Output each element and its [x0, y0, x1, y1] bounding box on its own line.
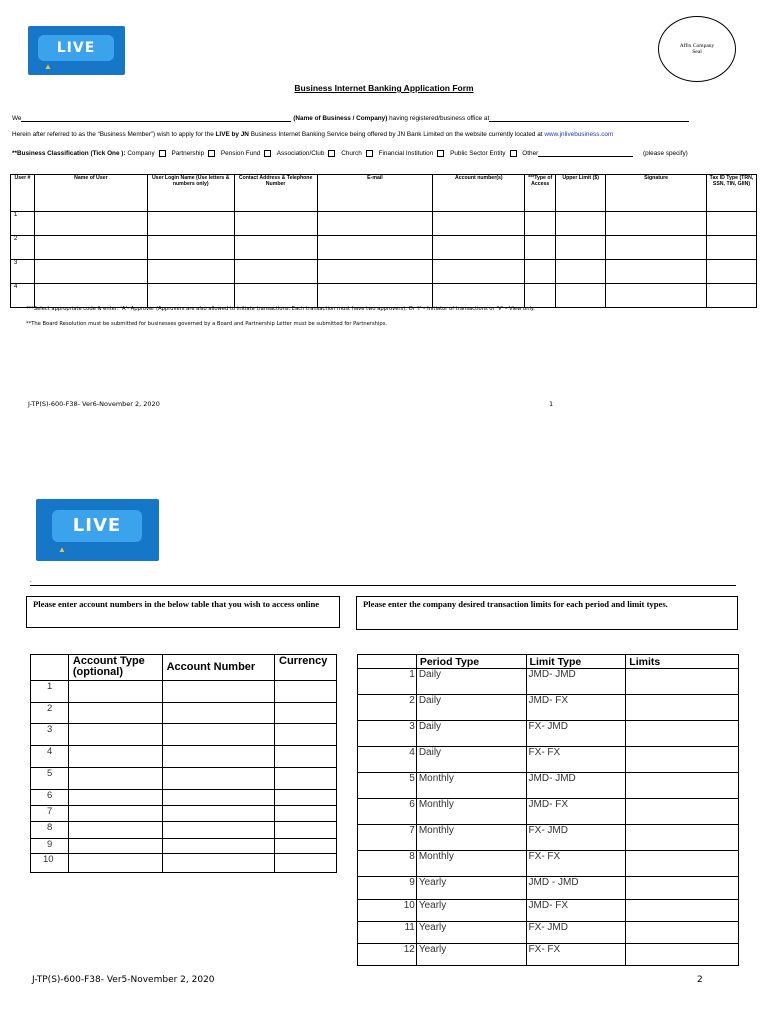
logo-mark-icon: ▲: [58, 545, 66, 554]
cell-input[interactable]: [162, 790, 274, 806]
cell-input[interactable]: [706, 212, 756, 236]
option-church: [341, 150, 377, 157]
limit-input[interactable]: [626, 900, 739, 922]
checkbox-company[interactable]: [159, 150, 166, 157]
table-row: [31, 746, 337, 768]
limit-type: FX- JMD: [526, 721, 626, 747]
website-link[interactable]: www.jnlivebusiness.com: [544, 131, 614, 138]
cell-input[interactable]: [275, 839, 337, 854]
table-row: [31, 768, 337, 790]
option-label: Financial Institution: [378, 150, 434, 158]
cell-input[interactable]: [68, 703, 162, 724]
cell-input[interactable]: [234, 212, 317, 236]
row-number: 3: [358, 721, 417, 747]
col-name-of-user: Name of User: [34, 175, 147, 212]
period-type: Monthly: [416, 799, 526, 825]
row-number: 2: [358, 695, 417, 721]
name-of-business-label: (Name of Business / Company): [293, 115, 388, 122]
option-label: Pension Fund: [220, 150, 261, 158]
limit-input[interactable]: [626, 747, 739, 773]
period-type: Daily: [416, 695, 526, 721]
limit-input[interactable]: [626, 773, 739, 799]
business-classification: [12, 150, 688, 157]
cell-input[interactable]: [275, 768, 337, 790]
table-row: [358, 669, 739, 695]
table-row: [31, 724, 337, 746]
row-number: 12: [358, 944, 417, 966]
col-blank: [31, 655, 69, 681]
cell-input[interactable]: [525, 260, 556, 284]
page1-footer-code: J-TP(S)-600-F38- Ver6-November 2, 2020: [28, 400, 160, 408]
limit-type: FX- FX: [526, 944, 626, 966]
option-label: Public Sector Entity: [450, 150, 506, 158]
cell-input[interactable]: [162, 839, 274, 854]
cell-input[interactable]: [525, 236, 556, 260]
col-user-number: User #: [11, 175, 35, 212]
period-type: Daily: [416, 747, 526, 773]
period-type: Monthly: [416, 773, 526, 799]
option-label: Association/Club: [276, 150, 325, 158]
period-type: Yearly: [416, 877, 526, 900]
period-type: Monthly: [416, 851, 526, 877]
table-row: [358, 695, 739, 721]
live-logo: [28, 26, 125, 75]
col-account-numbers: Account number(s): [433, 175, 525, 212]
option-label: Company: [127, 150, 155, 158]
col-currency: Currency: [275, 655, 337, 681]
limit-input[interactable]: [626, 944, 739, 966]
cell-input[interactable]: [234, 284, 317, 308]
cell-input[interactable]: [556, 212, 606, 236]
row-number: 8: [358, 851, 417, 877]
cell-input[interactable]: [68, 724, 162, 746]
period-type: Yearly: [416, 944, 526, 966]
cell-input[interactable]: [556, 284, 606, 308]
cell-input[interactable]: [68, 839, 162, 854]
row-number: 6: [31, 790, 69, 806]
checkbox-church[interactable]: [366, 150, 373, 157]
limit-type: FX- JMD: [526, 825, 626, 851]
cell-input[interactable]: [68, 746, 162, 768]
cell-input[interactable]: [234, 260, 317, 284]
col-account-type: Account Type (optional): [68, 655, 162, 681]
cell-input[interactable]: [706, 236, 756, 260]
cell-input[interactable]: [556, 236, 606, 260]
live-logo-page2: [36, 499, 159, 561]
office-label: having registered/business office at: [387, 115, 490, 122]
cell-input[interactable]: [275, 681, 337, 703]
checkbox-partnership[interactable]: [208, 150, 215, 157]
option-label: Church: [341, 150, 362, 158]
table-row: [358, 900, 739, 922]
table-row: [11, 284, 757, 308]
row-number: 4: [31, 746, 69, 768]
row-number: 1: [11, 212, 35, 236]
option-association: [277, 150, 340, 157]
limit-type: JMD- FX: [526, 799, 626, 825]
cell-input[interactable]: [275, 822, 337, 839]
row-number: 9: [358, 877, 417, 900]
cell-input[interactable]: [706, 284, 756, 308]
limit-input[interactable]: [626, 695, 739, 721]
logo-text: LIVE: [38, 35, 114, 61]
cell-input[interactable]: [34, 236, 147, 260]
table-row: [31, 790, 337, 806]
cell-input[interactable]: [162, 854, 274, 873]
col-period-type: Period Type: [416, 655, 526, 669]
live-by-jn-text: LIVE by JN: [215, 131, 249, 138]
table-row: [11, 236, 757, 260]
cell-input[interactable]: [556, 260, 606, 284]
option-financial-institution: [379, 150, 449, 157]
page2-number: 2: [697, 975, 703, 985]
limit-type: JMD- FX: [526, 900, 626, 922]
col-tax-id: Tax ID Type (TRN, SSN, TIN, GIIN): [706, 175, 756, 212]
other-specify-field[interactable]: [538, 156, 633, 157]
table-row: [358, 944, 739, 966]
option-public-sector: [450, 150, 520, 157]
cell-input[interactable]: [162, 768, 274, 790]
cell-input[interactable]: [433, 236, 525, 260]
cell-input[interactable]: [68, 681, 162, 703]
cell-input[interactable]: [525, 284, 556, 308]
page2-divider: [30, 585, 736, 586]
table-row: [31, 822, 337, 839]
option-other: [522, 150, 633, 157]
access-type-note: ***Select appropriate code & enter: ‘A’- Approver (Approvers are also allowed to initiate transactions. Each transaction must have two approvers). Or ‘I’ – Initiator of transactions or ‘V’ – View only.: [26, 306, 535, 312]
limit-type: FX- FX: [526, 851, 626, 877]
option-label: Partnership: [171, 150, 205, 158]
business-member-line: [12, 131, 613, 138]
col-limits: Limits: [626, 655, 739, 669]
limit-type: JMD- JMD: [526, 669, 626, 695]
table-row: [31, 854, 337, 873]
cell-input[interactable]: [68, 822, 162, 839]
cell-input[interactable]: [34, 212, 147, 236]
row-number: 1: [31, 681, 69, 703]
limit-type: FX- FX: [526, 747, 626, 773]
col-signature: Signature: [606, 175, 707, 212]
row-number: 5: [358, 773, 417, 799]
row-number: 7: [31, 806, 69, 822]
col-email: E-mail: [317, 175, 433, 212]
table-row: [358, 773, 739, 799]
table-row: [358, 747, 739, 773]
table-row: [358, 799, 739, 825]
row-number: 2: [31, 703, 69, 724]
cell-input[interactable]: [68, 806, 162, 822]
cell-input[interactable]: [147, 260, 234, 284]
business-member-text: Herein after referred to as the “Business Member”) wish to apply for the: [12, 131, 216, 138]
classification-label: **Business Classification (Tick One ):: [12, 150, 126, 158]
cell-input[interactable]: [68, 854, 162, 873]
cell-input[interactable]: [234, 236, 317, 260]
board-resolution-note: **The Board Resolution must be submitted for businesses governed by a Board and Partnership Letter must be submitted for Partnerships.: [26, 321, 388, 327]
limit-input[interactable]: [626, 851, 739, 877]
we-label: We: [12, 115, 22, 122]
cell-input[interactable]: [275, 724, 337, 746]
cell-input[interactable]: [317, 260, 433, 284]
cell-input[interactable]: [317, 284, 433, 308]
form-title: Business Internet Banking Application Form: [294, 83, 474, 93]
limit-type: JMD - JMD: [526, 877, 626, 900]
limits-table: [357, 654, 739, 966]
row-number: 4: [11, 284, 35, 308]
table-row: [31, 839, 337, 854]
limit-input[interactable]: [626, 799, 739, 825]
row-number: 2: [11, 236, 35, 260]
option-partnership: [171, 150, 219, 157]
row-number: 3: [11, 260, 35, 284]
users-table: [10, 174, 757, 308]
checkbox-financial-institution[interactable]: [437, 150, 444, 157]
company-seal-area: [658, 16, 736, 82]
row-number: 7: [358, 825, 417, 851]
cell-input[interactable]: [162, 681, 274, 703]
col-blank: [358, 655, 417, 669]
cell-input[interactable]: [275, 746, 337, 768]
page1-number: 1: [549, 400, 554, 408]
table-row: [31, 681, 337, 703]
table-row: [358, 877, 739, 900]
cell-input[interactable]: [275, 703, 337, 724]
cell-input[interactable]: [147, 236, 234, 260]
col-contact: Contact Address & Telephone Number: [234, 175, 317, 212]
cell-input[interactable]: [34, 284, 147, 308]
period-type: Monthly: [416, 825, 526, 851]
cell-input[interactable]: [433, 212, 525, 236]
limit-input[interactable]: [626, 877, 739, 900]
cell-input[interactable]: [68, 790, 162, 806]
accounts-table: [30, 654, 337, 873]
option-pension-fund: [221, 150, 275, 157]
col-account-number: Account Number: [162, 655, 274, 681]
period-type: Yearly: [416, 900, 526, 922]
limit-type: FX- JMD: [526, 922, 626, 944]
col-upper-limit: Upper Limit ($): [556, 175, 606, 212]
checkbox-pension-fund[interactable]: [264, 150, 271, 157]
limits-instruction-box: Please enter the company desired transaction limits for each period and limit types.: [356, 596, 738, 630]
period-type: Daily: [416, 721, 526, 747]
cell-input[interactable]: [275, 854, 337, 873]
table-row: [358, 825, 739, 851]
option-company: [127, 150, 169, 157]
limit-type: JMD- JMD: [526, 773, 626, 799]
checkbox-public-sector[interactable]: [510, 150, 517, 157]
table-row: [358, 851, 739, 877]
col-type-of-access: ***Type of Access: [525, 175, 556, 212]
cell-input[interactable]: [275, 806, 337, 822]
cell-input[interactable]: [606, 212, 707, 236]
cell-input[interactable]: [317, 212, 433, 236]
logo-mark-icon: ▲: [44, 62, 52, 71]
service-text: Business Internet Banking Service being offered by JN Bank Limited on the website currently located at: [248, 131, 545, 138]
row-number: 3: [31, 724, 69, 746]
business-name-line: [12, 115, 689, 122]
cell-input[interactable]: [525, 212, 556, 236]
page2-dot: .: [30, 578, 32, 584]
cell-input[interactable]: [606, 236, 707, 260]
cell-input[interactable]: [706, 260, 756, 284]
cell-input[interactable]: [606, 284, 707, 308]
cell-input[interactable]: [147, 212, 234, 236]
business-name-field[interactable]: [21, 121, 291, 122]
period-type: Daily: [416, 669, 526, 695]
seal-line-1: Affix Company: [679, 43, 715, 49]
limit-type: JMD- FX: [526, 695, 626, 721]
row-number: 10: [358, 900, 417, 922]
cell-input[interactable]: [147, 284, 234, 308]
cell-input[interactable]: [162, 746, 274, 768]
table-row: [11, 212, 757, 236]
cell-input[interactable]: [34, 260, 147, 284]
cell-input[interactable]: [162, 703, 274, 724]
business-address-field[interactable]: [489, 121, 689, 122]
cell-input[interactable]: [68, 768, 162, 790]
row-number: 9: [31, 839, 69, 854]
seal-line-2: Seal: [692, 49, 702, 55]
page2-footer-code: J-TP(S)-600-F38- Ver5-November 2, 2020: [32, 975, 215, 985]
cell-input[interactable]: [275, 790, 337, 806]
table-row: [358, 721, 739, 747]
table-row: [358, 922, 739, 944]
limit-input[interactable]: [626, 825, 739, 851]
row-number: 4: [358, 747, 417, 773]
cell-input[interactable]: [433, 284, 525, 308]
limit-input[interactable]: [626, 669, 739, 695]
accounts-instruction-box: Please enter account numbers in the below table that you wish to access online: [26, 596, 340, 628]
limit-input[interactable]: [626, 922, 739, 944]
option-label: Other: [522, 150, 539, 158]
limit-input[interactable]: [626, 721, 739, 747]
period-type: Yearly: [416, 922, 526, 944]
cell-input[interactable]: [606, 260, 707, 284]
table-row: [11, 260, 757, 284]
cell-input[interactable]: [162, 806, 274, 822]
row-number: 1: [358, 669, 417, 695]
row-number: 6: [358, 799, 417, 825]
cell-input[interactable]: [162, 822, 274, 839]
cell-input[interactable]: [433, 260, 525, 284]
table-row: [31, 703, 337, 724]
row-number: 10: [31, 854, 69, 873]
please-specify-label: (please specify): [643, 150, 688, 158]
row-number: 8: [31, 822, 69, 839]
row-number: 5: [31, 768, 69, 790]
cell-input[interactable]: [317, 236, 433, 260]
col-login-name: User Login Name (Use letters & numbers only): [147, 175, 234, 212]
col-limit-type: Limit Type: [526, 655, 626, 669]
row-number: 11: [358, 922, 417, 944]
cell-input[interactable]: [162, 724, 274, 746]
checkbox-association[interactable]: [328, 150, 335, 157]
table-row: [31, 806, 337, 822]
logo-text: LIVE: [52, 510, 142, 542]
